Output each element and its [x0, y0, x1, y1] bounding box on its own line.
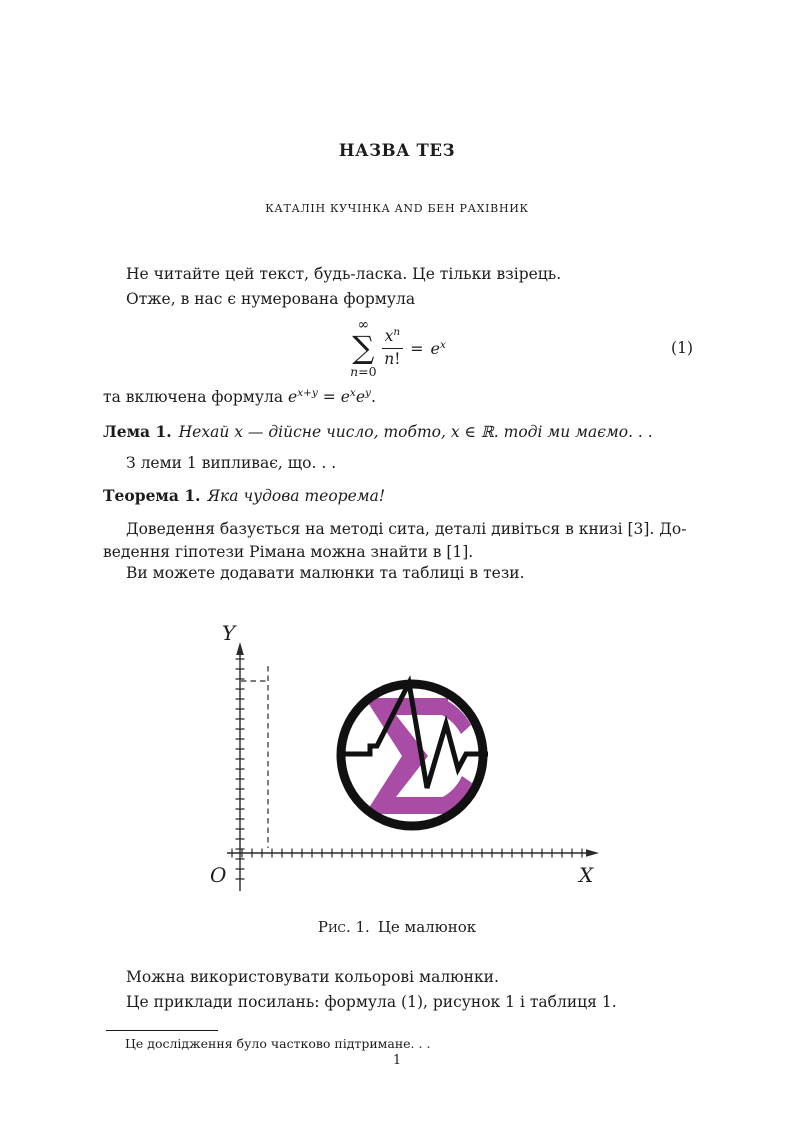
display-equation — [103, 314, 693, 382]
fraction-numerator: $x^n$ — [382, 328, 404, 349]
proof-line-2: ведення гіпотези Рімана можна знайти в [1]. — [103, 543, 474, 561]
paragraph-references-examples: Це приклади посилань: формула (1), рисунок 1 і таблиця 1. — [126, 993, 617, 1011]
paragraph-included-formula: та включена формула $e^{x+y} = e^xe^y$. — [103, 387, 376, 406]
origin-label: O — [210, 863, 227, 887]
lemma-1 — [103, 420, 693, 444]
paragraph-figures-note: Ви можете додавати малюнки та таблиці в тези. — [126, 564, 525, 582]
x-axis-label: X — [579, 863, 594, 887]
paragraph-after-lemma: З леми 1 випливає, що. . . — [126, 454, 337, 472]
figure-caption-label: Рис. 1. — [317, 918, 370, 936]
page-number: 1 — [392, 1053, 402, 1068]
theorem-heading: Теорема 1. — [103, 486, 201, 505]
fraction-denominator: n! — [384, 349, 401, 368]
paragraph-intro: Не читайте цей текст, будь-ласка. Це тільки взірець. — [126, 265, 562, 283]
paragraph-proof — [103, 518, 693, 564]
equation-rhs: $e^x$ — [430, 338, 446, 358]
figure-1-plot — [200, 613, 610, 903]
equation-body — [350, 316, 446, 379]
figure-caption-text: Це малюнок — [377, 918, 477, 936]
theorem-statement: Яка чудова теорема! — [207, 487, 386, 505]
sum-lower-limit: n=0 — [350, 363, 377, 379]
equation-number: (1) — [671, 339, 693, 357]
x-axis-arrow — [586, 849, 599, 857]
figure-caption — [0, 918, 794, 936]
sigma-operator: ∑ — [352, 329, 375, 366]
equals-sign: = — [410, 338, 424, 358]
paper-authors: КАТАЛІН КУЧІНКА AND БЕН РАХІВНИК — [265, 202, 529, 215]
paragraph-color-figures: Можна використовувати кольорові малюнки. — [126, 968, 499, 986]
sum-upper-limit: ∞ — [357, 316, 370, 333]
summation-symbol — [350, 316, 377, 379]
paragraph-formula-intro: Отже, в нас є нумерована формула — [126, 290, 416, 308]
footnote-text: Це дослідження було частково підтримане. . . — [125, 1036, 431, 1051]
y-axis-label: Y — [222, 621, 236, 645]
theorem-1 — [103, 484, 693, 508]
lemma-heading: Лема 1. — [103, 422, 172, 441]
footnote-rule — [106, 1030, 218, 1031]
proof-line-1: Доведення базується на методі сита, деталі дивіться в книзі [3]. До- — [126, 520, 687, 538]
y-axis-arrow — [236, 642, 244, 655]
paper-title: НАЗВА ТЕЗ — [338, 141, 456, 160]
sigma-logo — [337, 683, 488, 826]
fraction — [382, 325, 404, 369]
lemma-statement: Нехай x — дійсне число, тобто, x ∈ ℝ. тоді ми маємо. . . — [178, 423, 653, 441]
